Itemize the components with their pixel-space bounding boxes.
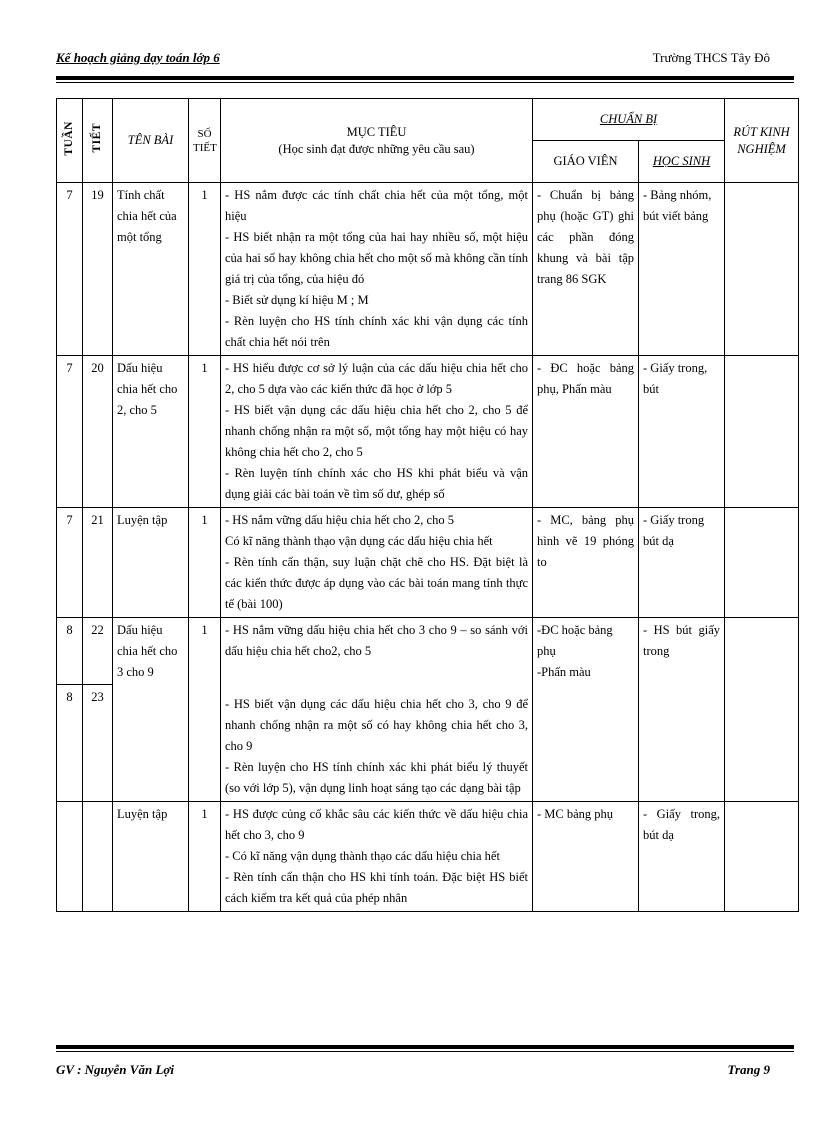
footer-teacher: GV : Nguyễn Văn Lợi (56, 1062, 174, 1077)
cell-giao-vien: - Chuẩn bị bảng phụ (hoặc GT) ghi các phần đóng khung và bài tập trang 86 SGK (533, 183, 639, 356)
cell-hoc-sinh: - Giấy trong, bút (639, 356, 725, 508)
cell-tiet: 22 (83, 618, 113, 685)
cell-giao-vien: - MC, bảng phụ hình vẽ 19 phóng to (533, 508, 639, 618)
header-school: Trường THCS Tây Đô (652, 50, 770, 65)
footer-rule-thick (56, 1045, 794, 1049)
table-row (57, 356, 799, 508)
cell-muc-tieu: - HS được củng cố khắc sâu các kiến thức về dấu hiệu chia hết cho 3, cho 9 - Có kĩ năng vận dụng thành thạo các dấu hiệu chia hết - Rèn tính cẩn thận cho HS khi tính toán. Đặc biệt HS biết cách kiểm tra kết quả của phép nhân (221, 802, 533, 912)
cell-so-tiet: 1 (189, 618, 221, 802)
header-rule-thin (56, 82, 794, 83)
cell-hoc-sinh: - Giấy trong bút dạ (639, 508, 725, 618)
cell-tuan: 7 (57, 508, 83, 618)
cell-ten-bai: Dấu hiệu chia hết cho 2, cho 5 (113, 356, 189, 508)
lesson-plan-table (56, 98, 799, 912)
header-hoc-sinh: HỌC SINH (639, 141, 725, 183)
cell-muc-tieu: - HS nắm vững dấu hiệu chia hết cho 2, cho 5 Có kĩ năng thành thạo vận dụng các dấu hiệu chia hết - Rèn tính cẩn thận, suy luận chặt chẽ cho HS. Đặt biệt là các kiến thức được áp dụng vào các bài toán mang tính thực tế (bài 100) (221, 508, 533, 618)
cell-tuan: 7 (57, 356, 83, 508)
cell-muc-tieu: - HS nắm được các tính chất chia hết của một tổng, một hiệu - HS biết nhận ra một tổng của hai hay nhiều số, một hiệu của hai số hay không chia hết cho một số mà không cần tính giá trị của tổng, của hiệu đó - Biết sử dụng kí hiệu M ; M - Rèn luyện cho HS tính chính xác khi vận dụng các tính chất chia hết nói trên (221, 183, 533, 356)
cell-hoc-sinh: - HS bút giấy trong (639, 618, 725, 802)
header-title: Kế hoạch giảng dạy toán lớp 6 (56, 50, 220, 65)
cell-tuan: 8 (57, 618, 83, 685)
cell-ten-bai: Luyện tập (113, 802, 189, 912)
cell-tuan: 7 (57, 183, 83, 356)
header-tuan: TUẦN (57, 99, 83, 183)
cell-tiet: 20 (83, 356, 113, 508)
cell-tiet: 23 (83, 684, 113, 802)
table-row (57, 508, 799, 618)
muc-tieu-subtitle: (Học sinh đạt được những yêu cầu sau) (278, 141, 475, 156)
muc-tieu-title: MỤC TIÊU (346, 124, 407, 139)
cell-ten-bai: Dấu hiệu chia hết cho 3 cho 9 (113, 618, 189, 802)
header-rut-kinh-nghiem: RÚT KINH NGHIỆM (725, 99, 799, 183)
cell-tiet (83, 802, 113, 912)
header-ten-bai: TÊN BÀI (113, 99, 189, 183)
cell-rut-kinh-nghiem (725, 802, 799, 912)
table-row (57, 618, 799, 685)
footer-page-number: Trang 9 (727, 1062, 770, 1077)
cell-tiet: 21 (83, 508, 113, 618)
cell-muc-tieu: - HS nắm vững dấu hiệu chia hết cho 3 cho 9 – so sánh với dấu hiệu chia hết cho2, cho 5 (221, 618, 533, 685)
table-row (57, 183, 799, 356)
cell-so-tiet: 1 (189, 508, 221, 618)
cell-giao-vien: - MC bảng phụ (533, 802, 639, 912)
cell-ten-bai: Luyện tập (113, 508, 189, 618)
cell-rut-kinh-nghiem (725, 618, 799, 802)
footer-rule-thin (56, 1051, 794, 1052)
cell-giao-vien: -ĐC hoặc bảng phụ -Phấn màu (533, 618, 639, 802)
cell-muc-tieu: - HS biết vận dụng các dấu hiệu chia hết cho 3, cho 9 để nhanh chống nhận ra một số có hay không chia hết cho 3, cho 9 - Rèn luyện cho HS tính chính xác khi phát biểu lý thuyết (so với lớp 5), vận dụng linh hoạt sáng tạo các dạng bài tập (221, 684, 533, 802)
header-tiet: TIẾT (83, 99, 113, 183)
cell-muc-tieu: - HS hiểu được cơ sở lý luận của các dấu hiệu chia hết cho 2, cho 5 dựa vào các kiến thức đã học ở lớp 5 - HS biết vận dụng các dấu hiệu chia hết cho 2, cho 5 để nhanh chống nhận ra một số, một tổng hay một hiệu có hay không chia hết cho 2, cho 5 - Rèn luyện tính chính xác cho HS khi phát biểu và vận dụng giải các bài toán về tìm số dư, ghép số (221, 356, 533, 508)
cell-ten-bai: Tính chất chia hết của một tổng (113, 183, 189, 356)
cell-so-tiet: 1 (189, 183, 221, 356)
header-chuan-bi: CHUẨN BỊ (533, 99, 725, 141)
cell-hoc-sinh: - Giấy trong, bút dạ (639, 802, 725, 912)
table-row (57, 802, 799, 912)
header-giao-vien: GIÁO VIÊN (533, 141, 639, 183)
cell-giao-vien: - ĐC hoặc bảng phụ, Phấn màu (533, 356, 639, 508)
cell-rut-kinh-nghiem (725, 183, 799, 356)
cell-rut-kinh-nghiem (725, 508, 799, 618)
header-so-tiet: SỐ TIẾT (189, 99, 221, 183)
cell-tuan: 8 (57, 684, 83, 802)
cell-rut-kinh-nghiem (725, 356, 799, 508)
header-rule-thick (56, 76, 794, 80)
cell-so-tiet: 1 (189, 802, 221, 912)
header-muc-tieu (221, 99, 533, 183)
cell-tuan (57, 802, 83, 912)
cell-hoc-sinh: - Bảng nhóm, bút viết bảng (639, 183, 725, 356)
cell-so-tiet: 1 (189, 356, 221, 508)
cell-tiet: 19 (83, 183, 113, 356)
